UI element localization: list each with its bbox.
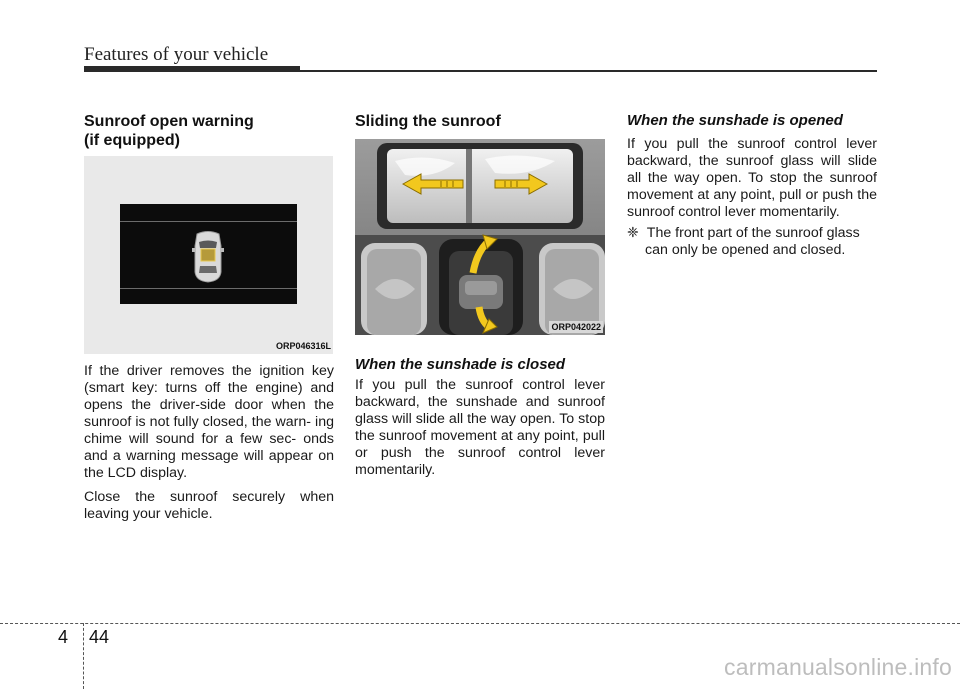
- figure-code-2: ORP042022: [551, 322, 601, 332]
- paragraph-warning: If the driver removes the ignition key (smart key: turns off the engine) and opens the driver-side door when the sunroof is not fully closed, the warn- ing chime will sound for a few sec- onds and a warning message will appear on the LCD display.: [84, 363, 334, 481]
- paragraph-close-sunroof: Close the sunroof securely when leaving your vehicle.: [84, 489, 334, 522]
- footer-divider: [0, 623, 960, 624]
- note-text: The front part of the sunroof glass can only be opened and closed.: [645, 225, 860, 258]
- column-sunroof-warning-text: [84, 363, 334, 523]
- lcd-display: [120, 204, 297, 304]
- section-heading-sliding: Sliding the sunroof: [355, 113, 501, 130]
- figure-lcd-warning: [84, 156, 333, 354]
- car-top-view-icon: [120, 204, 297, 304]
- sunroof-control-illustration: [355, 139, 605, 335]
- heading-line-1: Sunroof open warning: [84, 113, 254, 130]
- page-number: 44: [89, 627, 110, 647]
- page-header-title: Features of your vehicle: [84, 44, 269, 65]
- figure-sunroof-control: [355, 139, 605, 335]
- note-front-glass: [627, 225, 877, 259]
- figure-code-1: ORP046316L: [275, 341, 331, 351]
- heading-line-2: (if equipped): [84, 132, 180, 149]
- header-rule-thin: [300, 70, 877, 72]
- section-number: 4: [58, 627, 69, 647]
- note-symbol-icon: ❈: [627, 225, 639, 241]
- paragraph-sunshade-opened: If you pull the sunroof control lever backward, the sunroof glass will slide all the way open. To stop the sunroof movement at any point, pull or push the sunroof control lever momentarily.: [627, 136, 877, 220]
- footer-vertical-divider: [83, 623, 84, 689]
- column-sunroof-warning: [84, 112, 334, 150]
- column-sunshade-opened: [627, 112, 877, 259]
- section-heading-sunroof-warning: [84, 112, 334, 150]
- column-sliding-sunroof: [355, 112, 605, 131]
- paragraph-sunshade-closed: If you pull the sunroof control lever backward, the sunshade and sunroof glass will slide all the way open. To stop the sunroof movement at any point, pull or push the sunroof control lever momentarily.: [355, 377, 605, 478]
- header-rule-thick: [84, 66, 300, 72]
- column-sliding-text: [355, 356, 605, 479]
- watermark: carmanualsonline.info: [724, 654, 952, 680]
- subheading-sunshade-opened: When the sunshade is opened: [627, 112, 843, 129]
- subheading-sunshade-closed: When the sunshade is closed: [355, 356, 566, 373]
